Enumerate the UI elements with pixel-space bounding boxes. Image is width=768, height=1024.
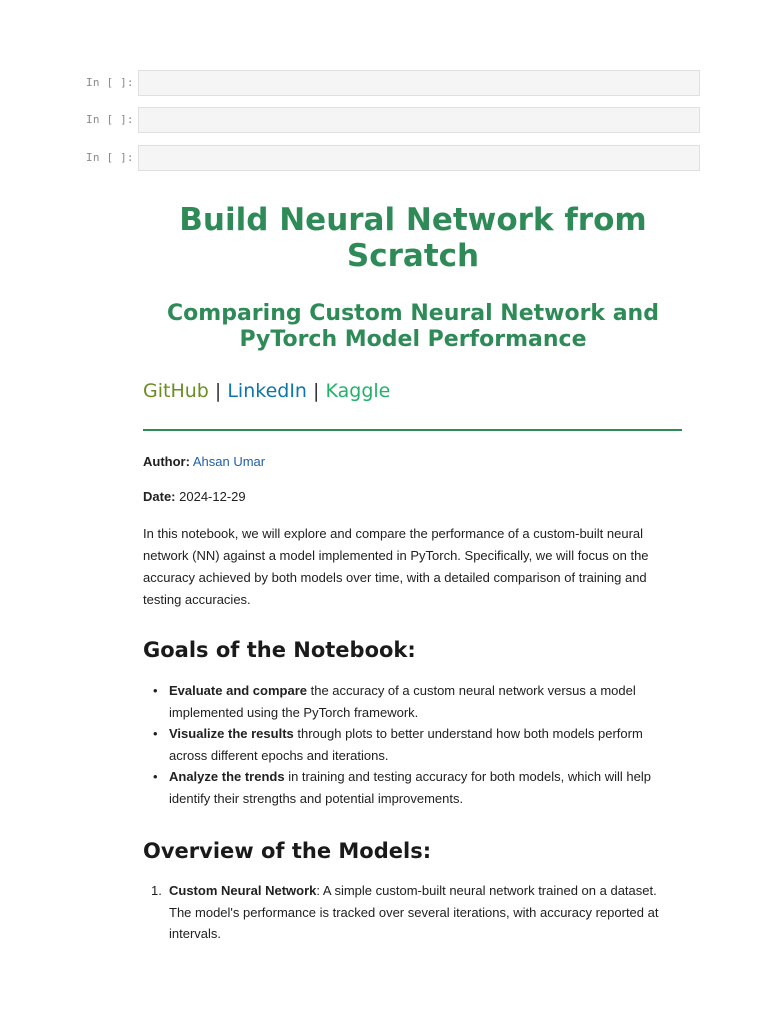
link-separator: | xyxy=(214,380,222,402)
list-item-bold: Evaluate and compare xyxy=(169,683,307,698)
bullet-icon: • xyxy=(153,726,158,741)
list-item-text: in training and testing accuracy for both models, which will help identify their strengths and potential improvements. xyxy=(169,769,651,806)
cell-prompt: In [ ]: xyxy=(86,76,134,89)
list-item-bold: Analyze the trends xyxy=(169,769,285,784)
list-item xyxy=(153,766,679,809)
list-item-bold: Custom Neural Network xyxy=(169,883,317,898)
intro-paragraph: In this notebook, we will explore and compare the performance of a custom-built neural network (NN) against a model implemented in PyTorch. Specifically, we will focus on the accuracy achieved by both models over time, with a detailed comparison of training and testing accuracies. xyxy=(143,526,649,607)
list-item-text: the accuracy of a custom neural network versus a model implemented using the PyTorch framework. xyxy=(169,683,636,720)
page-subtitle: Comparing Custom Neural Network and PyTorch Model Performance xyxy=(167,301,659,352)
bullet-icon: • xyxy=(153,683,158,698)
date-label: Date: xyxy=(143,489,176,504)
profile-links xyxy=(143,378,390,404)
page-title: Build Neural Network from Scratch xyxy=(179,202,647,274)
code-cell-1 xyxy=(0,70,768,98)
divider xyxy=(143,429,682,431)
overview-list xyxy=(151,880,679,945)
author-line xyxy=(143,453,265,471)
list-item-text: : A simple custom-built neural network trained on a dataset. The model's performance is tracked over several iterations, with accuracy reported at intervals. xyxy=(169,883,659,941)
github-link[interactable]: GitHub xyxy=(143,380,209,402)
list-item xyxy=(153,723,679,766)
kaggle-link[interactable]: Kaggle xyxy=(325,380,391,402)
list-number: 1. xyxy=(151,883,162,898)
author-link[interactable]: Ahsan Umar xyxy=(192,454,266,469)
overview-heading: Overview of the Models: xyxy=(143,839,432,863)
code-cell-input[interactable] xyxy=(138,70,700,96)
cell-prompt: In [ ]: xyxy=(86,113,134,126)
cell-prompt: In [ ]: xyxy=(86,151,134,164)
link-separator: | xyxy=(313,380,320,402)
list-item xyxy=(153,680,679,723)
code-cell-3 xyxy=(0,145,768,173)
list-item-text: through plots to better understand how both models perform across different epochs and iterations. xyxy=(169,726,643,763)
goals-list xyxy=(153,680,679,809)
code-cell-input[interactable] xyxy=(138,107,700,133)
date-line xyxy=(143,488,246,506)
list-item xyxy=(151,880,679,945)
date-value: 2024-12-29 xyxy=(179,489,246,504)
goals-heading: Goals of the Notebook: xyxy=(143,638,416,662)
author-label: Author: xyxy=(143,454,190,469)
list-item-bold: Visualize the results xyxy=(169,726,294,741)
code-cell-2 xyxy=(0,107,768,135)
bullet-icon: • xyxy=(153,769,158,784)
code-cell-input[interactable] xyxy=(138,145,700,171)
linkedin-link[interactable]: LinkedIn xyxy=(227,380,307,402)
